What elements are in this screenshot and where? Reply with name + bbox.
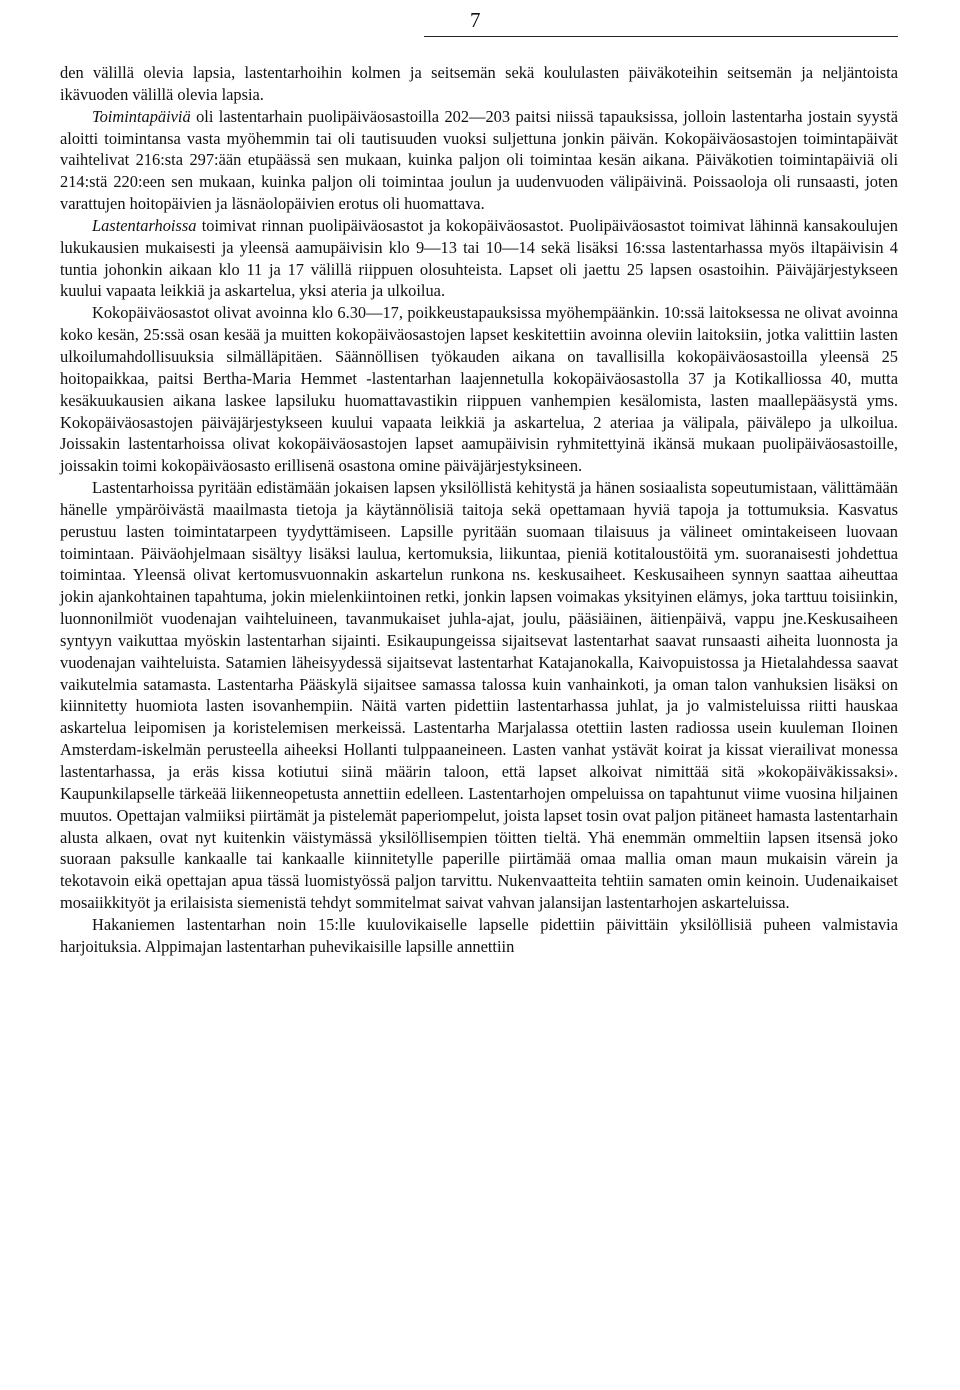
paragraph-text: oli lastentarhain puolipäiväosastoilla 202—203 paitsi niissä tapauksissa, jolloin lastentarha jostain syystä aloitti toimintansa vasta myöhemmin tai oli tautisuuden vuoksi suljettuna jonkin päivän. Kokopäiväosastojen toimintapäivät vaihtelivat 216:sta 297:ään etupäässä sen mukaan, kuinka paljon oli toimintaa kesän aikana. Päiväkotien toimintapäiviä oli 214:stä 220:een sen mukaan, kuinka paljon oli toimintaa joulun ja uudenvuoden välipäivinä. Poissaoloja oli runsaasti, joten varattujen hoitopäivien ja läsnäolopäivien erotus oli huomattava. [60, 106, 898, 214]
italic-lead-term: Lastentarhoissa [92, 215, 197, 235]
paragraph [60, 62, 898, 106]
paragraph-text: Kokopäiväosastot olivat avoinna klo 6.30—17, poikkeustapauksissa myöhempäänkin. 10:ssä laitoksessa ne olivat avoinna koko kesän, 25:ssä osan kesää ja muitten kokopäiväosastojen lapset keskitettiin avoinna oleviin laitoksiin, jotka valittiin lasten ulkoilumahdollisuuksia silmälläpitäen. Säännöllisen työkauden aikana on tavallisilla kokopäiväosastoilla yleensä 25 hoitopaikkaa, paitsi Bertha-Maria Hemmet -lastentarhan laajennetulla kokopäiväosastolla 37 ja Kotikalliossa 40, mutta kesäkuukausien aikana laskee lapsiluku huomattavastikin riippuen vanhempien kesälomista, lasten maallepääsystä yms. Kokopäiväosastojen päiväjärjestykseen kuului vapaata leikkiä ja askartelua, 2 ateriaa ja välipala, päivälepo ja ulkoilua. Joissakin lastentarhoissa olivat kokopäiväosastojen lapset aamupäivisin ryhmitettyinä ikänsä mukaan puolipäiväosastoille, joissakin toimi kokopäiväosasto erillisenä osastona omine päiväjärjestyksineen. [60, 303, 898, 476]
paragraph [60, 106, 898, 215]
paragraph [60, 914, 898, 958]
paragraph [60, 302, 898, 477]
paragraph-text: toimivat rinnan puolipäiväosastot ja kokopäiväosastot. Puolipäiväosastot toimivat lähinnä kansakoulujen lukukausien mukaisesti ja yleensä aamupäivisin klo 9—13 tai 10—14 sekä lisäksi 16:ssa lastentarhassa myös iltapäivisin 4 tuntia johonkin aikaan klo 11 ja 17 välillä riippuen olosuhteista. Lapset oli jaettu 25 lapsen osastoihin. Päiväjärjestykseen kuului vapaata leikkiä ja askartelua, yksi ateria ja ulkoilua. [60, 215, 898, 301]
paragraph [60, 215, 898, 302]
paragraph-text: Lastentarhoissa pyritään edistämään jokaisen lapsen yksilöllistä kehitystä ja hänen sosiaalista sopeutumistaan, välittämään hänelle ympäröivästä maailmasta tietoja ja käytännölisiä taitoja sekä opettamaan hyviä tapoja ja tottumuksia. Kasvatus perustuu lasten toimintatarpeen tyydyttämiseen. Lapsille pyritään suomaan tilaisuus ja välineet omintakeiseen luovaan toimintaan. Päiväohjelmaan sisältyy lisäksi laulua, kertomuksia, liikuntaa, pieniä kotitaloustöitä ym. suoranaisesti johdettua toimintaa. Yleensä olivat kertomusvuonnakin askartelun runkona ns. keskusaiheet. Keskusaiheen synnyn saattaa aiheuttaa jokin ajankohtainen tapahtuma, jokin mielenkiintoinen retki, jonkin lapsen voimakas yksityinen elämys, joka tarttuu toisiinkin, luonnonilmiöt vuodenajan vaihteluineen, tavanmukaiset juhla-ajat, joulu, pääsiäinen, äitienpäivä, vappu jne.Keskusaiheen syntyyn vaikuttaa myöskin lastentarhan sijainti. Esikaupungeissa sijaitsevat lastentarhat saavat runsaasti aiheita luonnosta ja vuodenajan vaihteluista. Satamien läheisyydessä sijaitsevat lastentarhat Katajanokalla, Kaivopuistossa ja Hietalahdessa saavat vaikutelmia satamasta. Lastentarha Pääskylä sijaitsee samassa talossa kuin vanhainkoti, ja oman talon vanhuksien lisäksi on kiinnitetty huomiota lasten isovanhempiin. Näitä varten pidettiin lastentarhassa juhlat, ja jo valmisteluissa riitti hauskaa askartelua leipomisen ja koristelemisen merkeissä. Lastentarha Marjalassa otettiin lasten radiossa usein kuuleman Iloinen Amsterdam-iskelmän perusteella aiheeksi Hollanti tulppaaneineen. Lasten vanhat ystävät koirat ja kissat vierailivat monessa lastentarhassa, ja eräs kissa kotiutui siinä määrin taloon, että lapset alkoivat nimittää sitä »kokopäiväkissaksi». Kaupunkilapselle tärkeää liikenneopetusta annettiin edelleen. Lastentarhojen ompeluissa on tapahtunut viime vuosina hiljainen muutos. Opettajan valmiiksi piirtämät ja pistelemät paperiompelut, joista lapset tosin ovat paljon pitäneet hamasta lastentarhain alusta alkaen, ovat nyt kuitenkin väistymässä yksilöllisempien töitten tieltä. Yhä enemmän ommeltiin lapsen itsensä joko suoraan paksulle kankaalle tai kankaalle kiinnitetylle paperille piirtämää omaa mallia oman maun mukaisin värein ja tekotavoin eikä opettajan apua tässä luomistyössä paljon tarvittu. Nukenvaatteita tehtiin samaten omin keinoin. Uudenaikaiset mosaiikkityöt ja erilaisista siemenistä tehdyt sommitelmat saivat vahvan jalansijan lastentarhojen askarteluissa. [60, 478, 898, 913]
header-rule [424, 36, 898, 37]
paragraph-text: Hakaniemen lastentarhan noin 15:lle kuulovikaiselle lapselle pidettiin päivittäin yksilöllisiä puheen valmistavia harjoituksia. Alppimajan lastentarhan puhevikaisille lapsille annettiin [60, 914, 898, 956]
paragraph-text: den välillä olevia lapsia, lastentarhoihin kolmen ja seitsemän sekä koululasten päiväkoteihin seitsemän ja neljäntoista ikävuoden välillä olevia lapsia. [60, 63, 898, 104]
page-number: 7 [470, 8, 481, 32]
body-text [60, 62, 898, 958]
italic-lead-term: Toimintapäiviä [92, 106, 191, 126]
paragraph [60, 477, 898, 914]
